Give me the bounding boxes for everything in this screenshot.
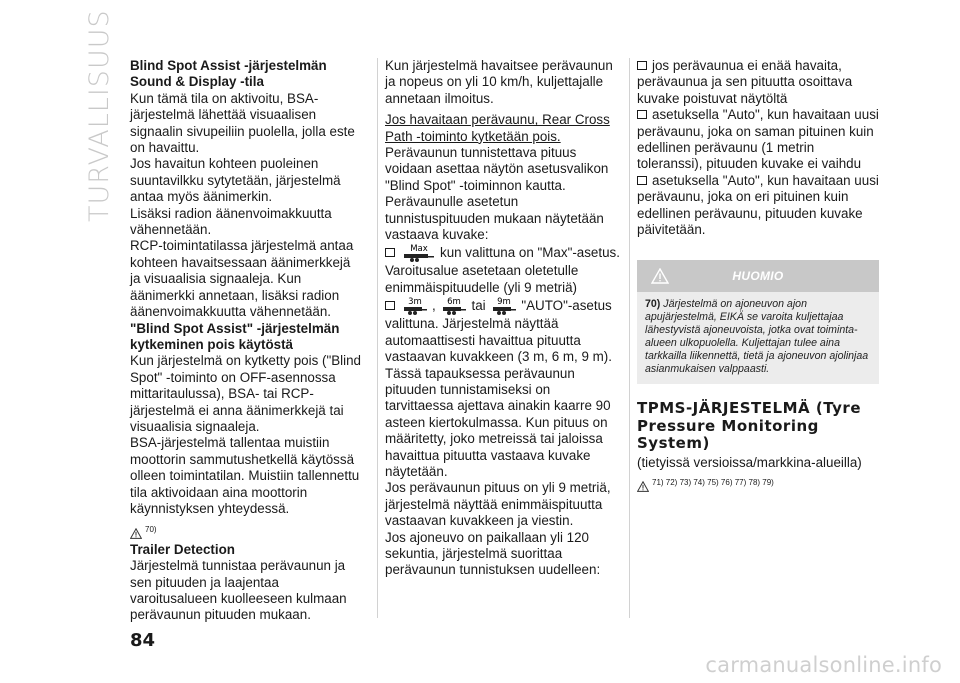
warning-note-number: 70) xyxy=(645,298,661,311)
bullet-square xyxy=(637,61,647,70)
bullet-square xyxy=(385,248,395,257)
heading-bsa-disable: "Blind Spot Assist" -järjestelmän kytkeminen pois käytöstä xyxy=(130,320,340,352)
list-item xyxy=(637,107,879,173)
paragraph: Kun järjestelmä havaitsee perävaunun ja nopeus on yli 10 km/h, kuljettajalle annetaan ilmoitus. xyxy=(385,58,613,106)
trailer-6m-label: 6m xyxy=(447,297,462,308)
trailer-6m-icon xyxy=(439,296,469,316)
paragraph: Lisäksi radion äänenvoimakkuutta vähennetään. xyxy=(130,205,332,238)
bullet-square xyxy=(637,176,647,185)
trailer-9m-icon xyxy=(489,296,519,316)
warning-note-text: Järjestelmä on ajoneuvon ajon apujärjestelmä, EIKÄ se varoita kuljettajaa lähestyvistä ajoneuvoista, jotka ovat toiminta-alueen ulkopuolella. Kuljettajan tulee aina tarkkailla liikennettä, tietä ja ajoneuvon ajolinjaa asianmukaisen valppaasti. xyxy=(645,298,869,376)
trailer-3m-icon xyxy=(400,296,430,316)
warning-note-body xyxy=(637,292,879,384)
paragraph: Kun tämä tila on aktivoitu, BSA-järjestelmä lähettää visuaalisen signaalin sivupeiliin puolella, jolla este on havaittu. xyxy=(130,90,355,156)
paragraph: Perävaunun tunnistettava pituus voidaan asettaa näytön asetusvalikon "Blind Spot" -toiminnon kautta. xyxy=(385,145,609,193)
paragraph: Järjestelmä tunnistaa perävaunun ja sen pituuden ja laajentaa varoitusalueen kuolleeseen kulmaan perävaunun pituuden mukaan. xyxy=(130,558,347,623)
warning-note-title: HUOMIO xyxy=(732,269,784,284)
list-item-text: asetuksella "Auto", kun havaitaan uusi perävaunu, joka on saman pituinen kuin edellinen perävaunu (1 metrin toleranssi), pituuden kuvake ei vaihdu xyxy=(637,107,879,172)
column-1 xyxy=(130,58,362,624)
list-item-text: jos perävaunua ei enää havaita, perävaunua ja sen pituutta osoittava kuvake poistuvat näytöltä xyxy=(637,58,853,106)
separator: tai xyxy=(471,298,486,314)
heading-sound-display: Blind Spot Assist -järjestelmän Sound & Display -tila xyxy=(130,58,327,90)
paragraph: kun valittuna on "Max"-asetus. Varoitusalue asetetaan oletetulle enimmäispituudelle (yli 9 metriä) xyxy=(385,245,620,295)
trailer-max-label: Max xyxy=(410,244,428,255)
column-3 xyxy=(637,58,879,492)
column-divider xyxy=(377,58,378,618)
separator: , xyxy=(432,298,436,314)
trailer-max-icon xyxy=(400,243,438,263)
paragraph: "AUTO"-asetus valittuna. Järjestelmä näyttää automaattisesti havaittua pituutta vastaavan kuvakkeen (3 m, 6 m, 9 m). Tässä tapauksessa perävaunun pituuden tunnistamiseksi on tarvittaessa ajettava ainakin kaarre 90 asteen kiertokulmassa. Kun pituus on määritetty, joko metreissä tai jaloissa havaittua pituutta vastaava kuvake näytetään. xyxy=(385,298,612,479)
paragraph: Perävaunulle asetetun tunnistuspituuden mukaan näytetään vastaava kuvake: xyxy=(385,194,604,243)
heading-tpms: TPMS-JÄRJESTELMÄ (Tyre Pressure Monitoring System) xyxy=(637,399,862,453)
trailer-3m-label: 3m xyxy=(408,297,422,308)
paragraph-underlined: Jos havaitaan perävaunu, Rear Cross Path -toiminto kytketään pois. xyxy=(385,112,610,144)
warning-ref-numbers: 71) 72) 73) 74) 75) 76) 77) 78) 79) xyxy=(652,478,774,488)
heading-trailer-detection: Trailer Detection xyxy=(130,541,235,557)
column-divider xyxy=(629,58,630,618)
paragraph: (tietyissä versioissa/markkina-alueilla) xyxy=(637,454,862,470)
bullet-square xyxy=(385,301,395,310)
warning-triangle-icon xyxy=(651,268,669,284)
warning-note-header xyxy=(637,260,879,292)
paragraph: Jos perävaunun pituus on yli 9 metriä, järjestelmä näyttää enimmäispituutta vastaavan kuvakkeen ja viestin. xyxy=(385,480,611,529)
paragraph: Jos ajoneuvo on paikallaan yli 120 sekuntia, järjestelmä suorittaa perävaunun tunnistuksen uudelleen: xyxy=(385,529,601,578)
warning-references xyxy=(637,475,879,491)
bullet-square xyxy=(637,110,647,119)
warning-ref-number: 70) xyxy=(145,525,157,535)
section-side-tab: TURVALLISUUS xyxy=(84,9,115,222)
warning-triangle-icon xyxy=(637,481,649,492)
warning-triangle-icon xyxy=(130,528,142,539)
paragraph: Kun järjestelmä on kytketty pois ("Blind Spot" -toiminto on OFF-asennossa mittaritaulussa), BSA- tai RCP-järjestelmä ei anna äänimerkkejä tai visuaalisia signaaleja. xyxy=(130,353,362,434)
column-2 xyxy=(385,58,620,579)
page-number: 84 xyxy=(130,630,156,651)
watermark: carmanualsonline.info xyxy=(705,653,942,677)
list-item xyxy=(637,58,879,107)
paragraph: RCP-toimintatilassa järjestelmä antaa kohteen havaitsessaan äänimerkkejä ja visuaalisia signaaleja. Kun äänimerkki annetaan, lisäksi radion äänenvoimakkuutta vähennetään. xyxy=(130,238,354,320)
warning-note-box xyxy=(637,260,879,384)
warning-reference xyxy=(130,522,362,538)
paragraph: Jos havaitun kohteen puoleinen suuntavilkku sytytetään, järjestelmä antaa myös äänimerkin. xyxy=(130,156,341,205)
paragraph: BSA-järjestelmä tallentaa muistiin moottorin sammutushetkellä käytössä olleen toimintatilan. Muistiin tallennettu tila aktivoidaan aina moottorin käynnistyksen yhteydessä. xyxy=(130,435,360,516)
list-item-text: asetuksella "Auto", kun havaitaan uusi perävaunu, joka on eri pituinen kuin edellinen perävaunu, pituuden kuvake päivitetään. xyxy=(637,172,879,238)
list-item xyxy=(637,173,879,239)
trailer-9m-label: 9m xyxy=(497,297,512,308)
